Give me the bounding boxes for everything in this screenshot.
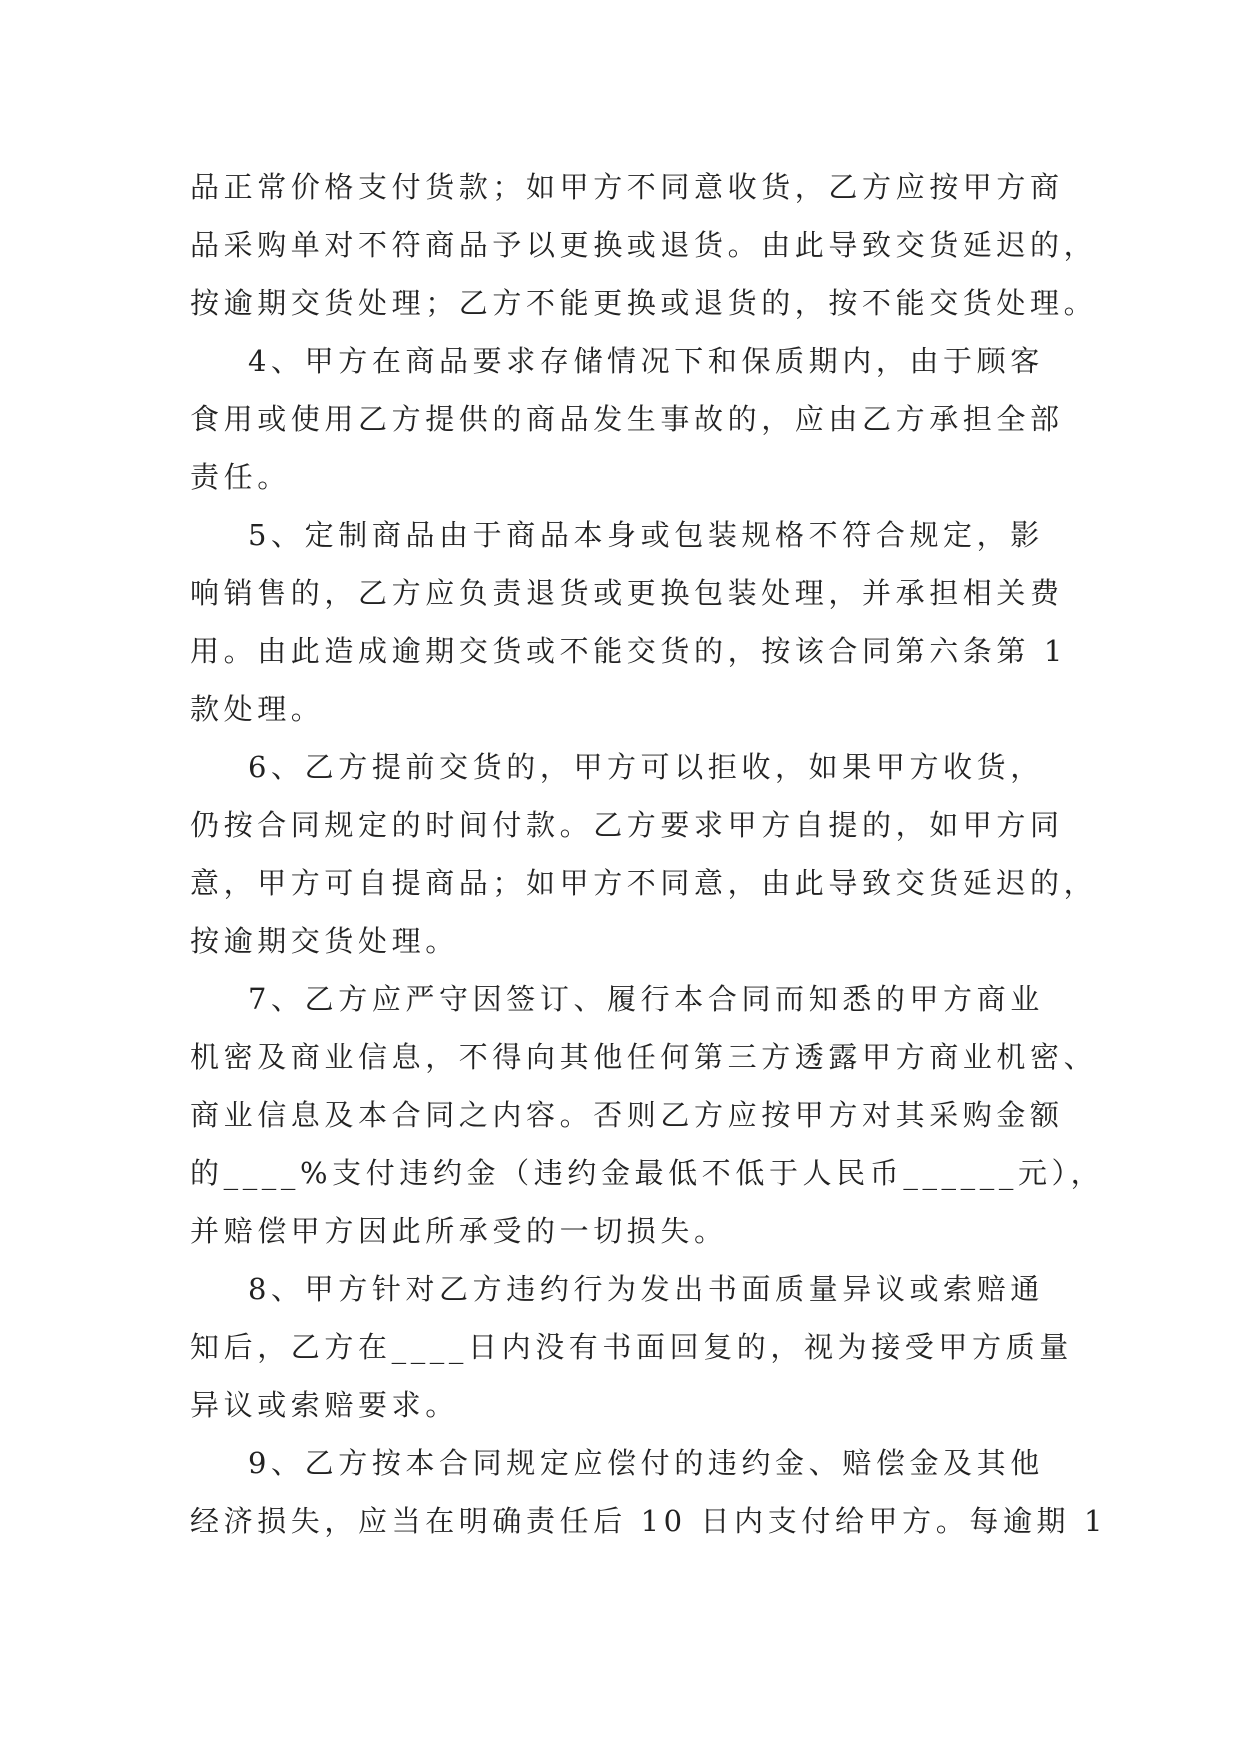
text-line: 经济损失，应当在明确责任后 10 日内支付给甲方。每逾期 1 xyxy=(190,1504,1108,1538)
text-line: 异议或索赔要求。 xyxy=(190,1388,459,1422)
text-line: 款处理。 xyxy=(190,692,325,726)
text-line: 按逾期交货处理。 xyxy=(190,924,459,958)
text-line: 响销售的，乙方应负责退货或更换包装处理，并承担相关费 xyxy=(190,576,1064,610)
clause-5-start: 5、定制商品由于商品本身或包装规格不符合规定，影 xyxy=(248,518,1044,552)
clause-8-start: 8、甲方针对乙方违约行为发出书面质量异议或索赔通 xyxy=(248,1272,1044,1306)
clause-7-start: 7、乙方应严守因签订、履行本合同而知悉的甲方商业 xyxy=(248,982,1044,1016)
text-line: 意，甲方可自提商品；如甲方不同意，由此导致交货延迟的， xyxy=(190,866,1098,900)
text-line: 知后，乙方在____日内没有书面回复的，视为接受甲方质量 xyxy=(190,1330,1073,1364)
text-line: 品正常价格支付货款；如甲方不同意收货，乙方应按甲方商 xyxy=(190,170,1064,204)
text-line: 责任。 xyxy=(190,460,291,494)
text-line: 并赔偿甲方因此所承受的一切损失。 xyxy=(190,1214,728,1248)
text-line: 的____%支付违约金（违约金最低不低于人民币______元）， xyxy=(190,1156,1105,1190)
document-body xyxy=(190,158,1108,1550)
text-line: 食用或使用乙方提供的商品发生事故的，应由乙方承担全部 xyxy=(190,402,1064,436)
text-line: 品采购单对不符商品予以更换或退货。由此导致交货延迟的， xyxy=(190,228,1098,262)
text-line: 仍按合同规定的时间付款。乙方要求甲方自提的，如甲方同 xyxy=(190,808,1064,842)
text-line: 按逾期交货处理；乙方不能更换或退货的，按不能交货处理。 xyxy=(190,286,1098,320)
clause-4-start: 4、甲方在商品要求存储情况下和保质期内，由于顾客 xyxy=(248,344,1044,378)
text-line: 机密及商业信息，不得向其他任何第三方透露甲方商业机密、 xyxy=(190,1040,1098,1074)
clause-6-start: 6、乙方提前交货的，甲方可以拒收，如果甲方收货， xyxy=(248,750,1044,784)
clause-9-start: 9、乙方按本合同规定应偿付的违约金、赔偿金及其他 xyxy=(248,1446,1044,1480)
text-line: 商业信息及本合同之内容。否则乙方应按甲方对其采购金额 xyxy=(190,1098,1064,1132)
text-line: 用。由此造成逾期交货或不能交货的，按该合同第六条第 1 xyxy=(190,634,1067,668)
